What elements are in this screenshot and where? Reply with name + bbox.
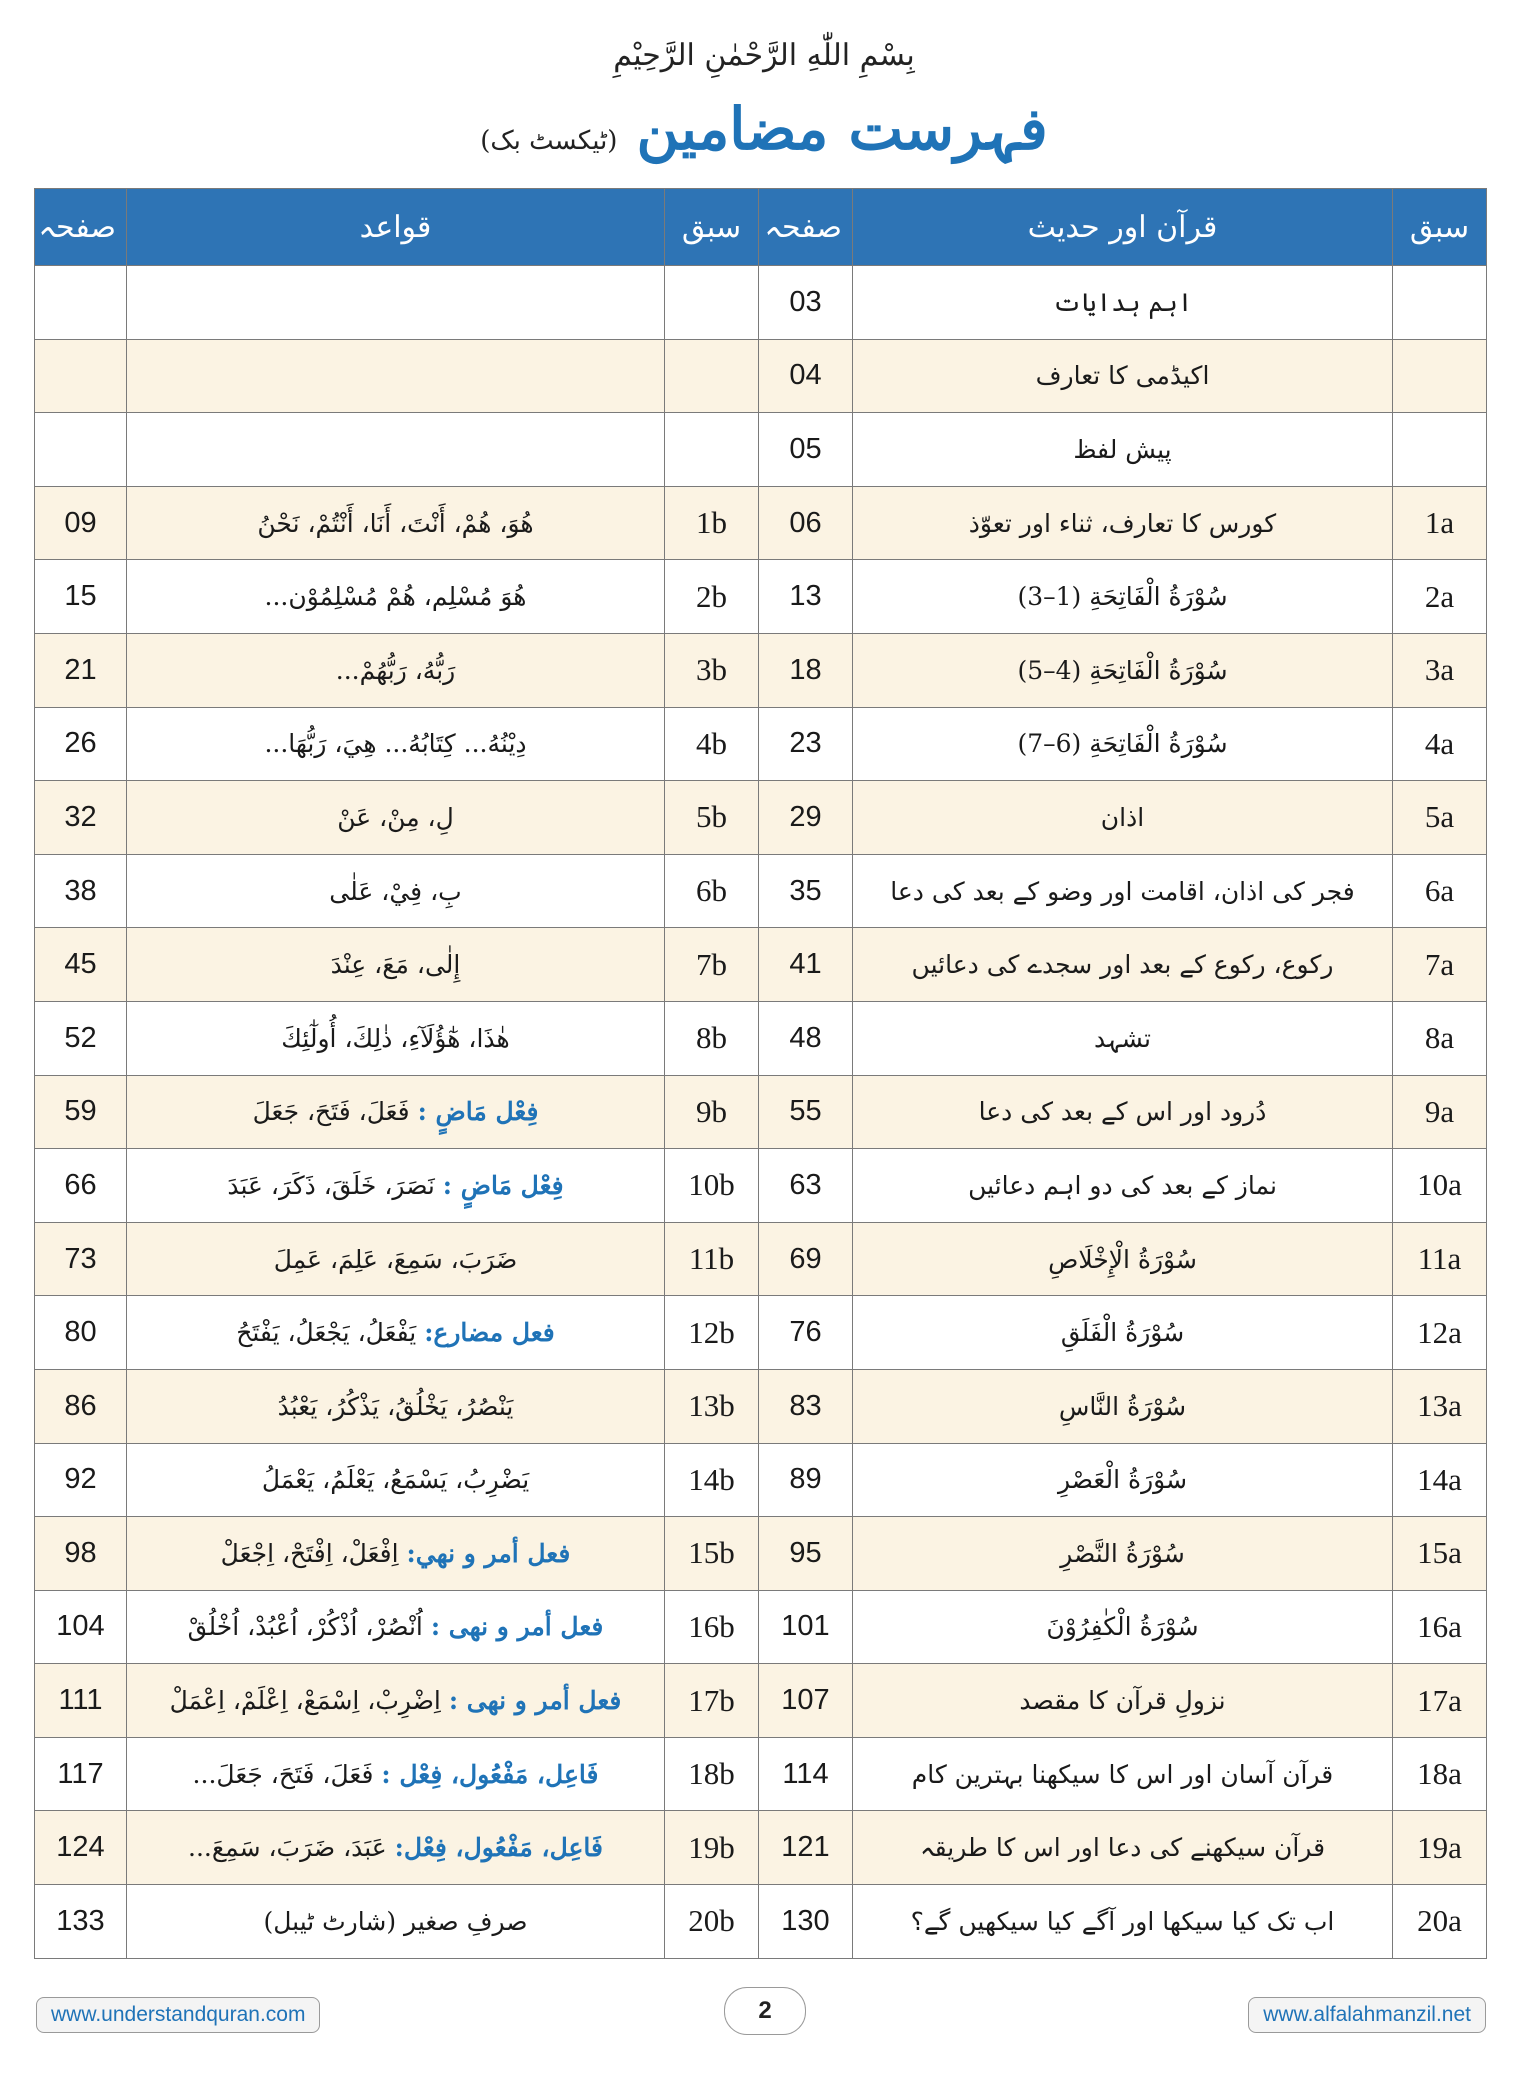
- quran-hadith-cell: سُوْرَةُ النَّاسِ: [853, 1369, 1393, 1443]
- grammar-text: يَضْرِبُ، يَسْمَعُ، يَعْلَمُ، يَعْمَلُ: [261, 1465, 530, 1495]
- quran-hadith-cell: سُوْرَةُ الْفَلَقِ: [853, 1296, 1393, 1370]
- grammar-cell: [127, 1885, 665, 1959]
- grammar-keyword: فعل مضارع:: [424, 1318, 555, 1348]
- grammar-text: اُنْصُرْ، اُذْكُرْ، اُعْبُدْ، اُخْلُقْ: [187, 1612, 423, 1642]
- table-header: [35, 189, 1487, 266]
- grammar-cell: [127, 1737, 665, 1811]
- grammar-cell: [127, 928, 665, 1002]
- lesson-b-cell: 4b: [665, 707, 759, 781]
- grammar-cell: [127, 781, 665, 855]
- lesson-a-cell: 10a: [1393, 1149, 1487, 1223]
- quran-hadith-cell: دُرود اور اس کے بعد کی دعا: [853, 1075, 1393, 1149]
- quran-hadith-cell: قرآن سیکھنے کی دعا اور اس کا طریقہ: [853, 1811, 1393, 1885]
- page-a-cell: 06: [759, 486, 853, 560]
- grammar-cell: [127, 413, 665, 487]
- lesson-b-cell: 13b: [665, 1369, 759, 1443]
- page-a-cell: 76: [759, 1296, 853, 1370]
- page-b-cell: 92: [35, 1443, 127, 1517]
- grammar-cell: [127, 1222, 665, 1296]
- lesson-a-cell: [1393, 266, 1487, 340]
- grammar-text: عَبَدَ، ضَرَبَ، سَمِعَ...: [188, 1833, 387, 1863]
- lesson-a-cell: 16a: [1393, 1590, 1487, 1664]
- page-b-cell: 26: [35, 707, 127, 781]
- title-block: [0, 95, 1528, 163]
- lesson-a-cell: 11a: [1393, 1222, 1487, 1296]
- page-a-cell: 13: [759, 560, 853, 634]
- page-a-cell: 55: [759, 1075, 853, 1149]
- quran-hadith-cell: سُوْرَةُ الْعَصْرِ: [853, 1443, 1393, 1517]
- quran-hadith-cell: سُوْرَةُ الْإِخْلَاصِ: [853, 1222, 1393, 1296]
- lesson-a-cell: 17a: [1393, 1664, 1487, 1738]
- page-subtitle: (ٹیکسٹ بک): [480, 126, 618, 156]
- grammar-text: اِضْرِبْ، اِسْمَعْ، اِعْلَمْ، اِعْمَلْ: [169, 1686, 441, 1716]
- lesson-a-cell: 2a: [1393, 560, 1487, 634]
- lesson-a-cell: 3a: [1393, 633, 1487, 707]
- table-row: [35, 1737, 1487, 1811]
- quran-hadith-cell: رکوع، رکوع کے بعد اور سجدے کی دعائیں: [853, 928, 1393, 1002]
- page-a-cell: 89: [759, 1443, 853, 1517]
- quran-hadith-cell: اذان: [853, 781, 1393, 855]
- lesson-a-cell: 9a: [1393, 1075, 1487, 1149]
- grammar-cell: [127, 1590, 665, 1664]
- lesson-b-cell: 17b: [665, 1664, 759, 1738]
- lesson-b-cell: 12b: [665, 1296, 759, 1370]
- quran-hadith-cell: سُوْرَةُ النَّصْرِ: [853, 1517, 1393, 1591]
- page-a-cell: 48: [759, 1001, 853, 1075]
- lesson-b-cell: 20b: [665, 1885, 759, 1959]
- lesson-b-cell: 5b: [665, 781, 759, 855]
- table-row: [35, 1517, 1487, 1591]
- page-b-cell: 59: [35, 1075, 127, 1149]
- table-row: [35, 1149, 1487, 1223]
- quran-hadith-cell: اکیڈمی کا تعارف: [853, 339, 1393, 413]
- lesson-b-cell: 15b: [665, 1517, 759, 1591]
- lesson-b-cell: 6b: [665, 854, 759, 928]
- grammar-text: هُوَ مُسْلِم، هُمْ مُسْلِمُوْن...: [264, 582, 527, 612]
- grammar-cell: [127, 1664, 665, 1738]
- grammar-cell: [127, 1443, 665, 1517]
- table-row: [35, 1369, 1487, 1443]
- grammar-text: يَفْعَلُ، يَجْعَلُ، يَفْتَحُ: [236, 1318, 417, 1348]
- page-a-cell: 05: [759, 413, 853, 487]
- table-row: [35, 1443, 1487, 1517]
- grammar-text: فَعَلَ، فَتَحَ، جَعَلَ...: [192, 1759, 374, 1789]
- lesson-b-cell: [665, 339, 759, 413]
- table-row: [35, 339, 1487, 413]
- page-b-cell: [35, 413, 127, 487]
- grammar-text: اِفْعَلْ، اِفْتَحْ، اِجْعَلْ: [220, 1538, 399, 1568]
- quran-hadith-cell: نماز کے بعد کی دو اہم دعائیں: [853, 1149, 1393, 1223]
- page-a-cell: 121: [759, 1811, 853, 1885]
- quran-hadith-cell: فجر کی اذان، اقامت اور وضو کے بعد کی دعا: [853, 854, 1393, 928]
- grammar-cell: [127, 339, 665, 413]
- page-a-cell: 95: [759, 1517, 853, 1591]
- page-b-cell: 15: [35, 560, 127, 634]
- header-page-b: صفحہ: [35, 189, 127, 266]
- page-b-cell: 111: [35, 1664, 127, 1738]
- quran-hadith-cell: کورس کا تعارف، ثناء اور تعوّذ: [853, 486, 1393, 560]
- quran-hadith-cell: سُوْرَةُ الْفَاتِحَةِ (1–3): [853, 560, 1393, 634]
- header-lesson-a: سبق: [1393, 189, 1487, 266]
- grammar-cell: [127, 1811, 665, 1885]
- grammar-cell: [127, 486, 665, 560]
- grammar-text: هٰذَا، هٰٓؤُلَآءِ، ذٰلِكَ، أُولٰٓئِكَ: [281, 1023, 510, 1053]
- lesson-a-cell: 18a: [1393, 1737, 1487, 1811]
- table-row: [35, 1885, 1487, 1959]
- lesson-a-cell: 13a: [1393, 1369, 1487, 1443]
- grammar-cell: [127, 1075, 665, 1149]
- lesson-b-cell: 9b: [665, 1075, 759, 1149]
- page-b-cell: 38: [35, 854, 127, 928]
- grammar-text: ضَرَبَ، سَمِعَ، عَلِمَ، عَمِلَ: [273, 1244, 518, 1274]
- page-b-cell: 73: [35, 1222, 127, 1296]
- lesson-b-cell: [665, 266, 759, 340]
- table-row: [35, 1664, 1487, 1738]
- table-row: [35, 781, 1487, 855]
- page-b-cell: 09: [35, 486, 127, 560]
- page-b-cell: [35, 266, 127, 340]
- page-a-cell: 04: [759, 339, 853, 413]
- grammar-cell: [127, 633, 665, 707]
- lesson-b-cell: 10b: [665, 1149, 759, 1223]
- lesson-a-cell: 20a: [1393, 1885, 1487, 1959]
- page-b-cell: 80: [35, 1296, 127, 1370]
- footer-link-alfalahmanzil[interactable]: www.alfalahmanzil.net: [1248, 1997, 1486, 2033]
- table-row: [35, 266, 1487, 340]
- lesson-b-cell: 16b: [665, 1590, 759, 1664]
- grammar-cell: [127, 1296, 665, 1370]
- page-b-cell: 21: [35, 633, 127, 707]
- footer-link-understandquran[interactable]: www.understandquran.com: [36, 1997, 320, 2033]
- lesson-a-cell: 8a: [1393, 1001, 1487, 1075]
- page-a-cell: 18: [759, 633, 853, 707]
- page-b-cell: 66: [35, 1149, 127, 1223]
- grammar-cell: [127, 1149, 665, 1223]
- contents-table: [34, 188, 1487, 1959]
- quran-hadith-cell: اہم ہدایات: [853, 266, 1393, 340]
- page-a-cell: 03: [759, 266, 853, 340]
- lesson-b-cell: 1b: [665, 486, 759, 560]
- grammar-text: صرفِ صغیر (شارٹ ٹیبل): [263, 1906, 528, 1936]
- table-row: [35, 486, 1487, 560]
- lesson-b-cell: 7b: [665, 928, 759, 1002]
- grammar-text: إِلٰى، مَعَ، عِنْدَ: [330, 950, 461, 980]
- grammar-keyword: فَاعِل، مَفْعُول، فِعْل :: [381, 1759, 599, 1789]
- grammar-text: فَعَلَ، فَتَحَ، جَعَلَ: [252, 1097, 410, 1127]
- page-a-cell: 83: [759, 1369, 853, 1443]
- page-a-cell: 101: [759, 1590, 853, 1664]
- table-row: [35, 1075, 1487, 1149]
- lesson-a-cell: 7a: [1393, 928, 1487, 1002]
- grammar-keyword: فعل أمر و نهى :: [430, 1612, 604, 1642]
- page-a-cell: 63: [759, 1149, 853, 1223]
- page-b-cell: 117: [35, 1737, 127, 1811]
- quran-hadith-cell: سُوْرَةُ الْفَاتِحَةِ (4–5): [853, 633, 1393, 707]
- header-page-a: صفحہ: [759, 189, 853, 266]
- lesson-a-cell: 19a: [1393, 1811, 1487, 1885]
- grammar-text: هُوَ، هُمْ، أَنْتَ، أَنَا، أَنْتُمْ، نَحْنُ: [257, 508, 534, 538]
- grammar-text: رَبُّهُ، رَبُّهُمْ...: [335, 655, 456, 685]
- table-row: [35, 560, 1487, 634]
- lesson-b-cell: 19b: [665, 1811, 759, 1885]
- quran-hadith-cell: پیش لفظ: [853, 413, 1393, 487]
- lesson-b-cell: [665, 413, 759, 487]
- lesson-b-cell: 18b: [665, 1737, 759, 1811]
- table-row: [35, 633, 1487, 707]
- quran-hadith-cell: سُوْرَةُ الْفَاتِحَةِ (6–7): [853, 707, 1393, 781]
- lesson-a-cell: [1393, 339, 1487, 413]
- page-a-cell: 29: [759, 781, 853, 855]
- grammar-keyword: فَاعِل، مَفْعُول، فِعْل:: [394, 1833, 603, 1863]
- lesson-a-cell: 1a: [1393, 486, 1487, 560]
- lesson-a-cell: 6a: [1393, 854, 1487, 928]
- grammar-keyword: فِعْل مَاضٍ :: [417, 1097, 539, 1127]
- page-b-cell: 52: [35, 1001, 127, 1075]
- lesson-b-cell: 3b: [665, 633, 759, 707]
- grammar-cell: [127, 707, 665, 781]
- quran-hadith-cell: اب تک کیا سیکھا اور آگے کیا سیکھیں گے؟: [853, 1885, 1393, 1959]
- grammar-cell: [127, 854, 665, 928]
- lesson-b-cell: 8b: [665, 1001, 759, 1075]
- page-b-cell: [35, 339, 127, 413]
- header-quran-hadith: قرآن اور حدیث: [853, 189, 1393, 266]
- table-row: [35, 1811, 1487, 1885]
- quran-hadith-cell: تشہد: [853, 1001, 1393, 1075]
- header-lesson-b: سبق: [665, 189, 759, 266]
- lesson-a-cell: [1393, 413, 1487, 487]
- table-row: [35, 1222, 1487, 1296]
- page-b-cell: 98: [35, 1517, 127, 1591]
- page-b-cell: 32: [35, 781, 127, 855]
- lesson-a-cell: 14a: [1393, 1443, 1487, 1517]
- page-a-cell: 41: [759, 928, 853, 1002]
- grammar-cell: [127, 1001, 665, 1075]
- header-grammar: قواعد: [127, 189, 665, 266]
- grammar-text: نَصَرَ، خَلَقَ، ذَكَرَ، عَبَدَ: [227, 1170, 435, 1200]
- page-a-cell: 35: [759, 854, 853, 928]
- grammar-cell: [127, 266, 665, 340]
- page-b-cell: 124: [35, 1811, 127, 1885]
- quran-hadith-cell: نزولِ قرآن کا مقصد: [853, 1664, 1393, 1738]
- grammar-text: بِ، فِيْ، عَلٰى: [329, 876, 462, 906]
- page-b-cell: 45: [35, 928, 127, 1002]
- grammar-cell: [127, 1517, 665, 1591]
- grammar-keyword: فعل أمر و نهي:: [406, 1538, 571, 1568]
- page-title: فہرست مضامین: [636, 95, 1048, 163]
- grammar-cell: [127, 1369, 665, 1443]
- grammar-cell: [127, 560, 665, 634]
- grammar-keyword: فعل أمر و نهى :: [448, 1686, 622, 1716]
- table-row: [35, 413, 1487, 487]
- table-row: [35, 1296, 1487, 1370]
- page-a-cell: 23: [759, 707, 853, 781]
- page-a-cell: 69: [759, 1222, 853, 1296]
- quran-hadith-cell: سُوْرَةُ الْكٰفِرُوْنَ: [853, 1590, 1393, 1664]
- grammar-text: دِيْنُهُ... كِتَابُهُ... هِيَ، رَبُّهَا...: [264, 729, 527, 759]
- lesson-a-cell: 15a: [1393, 1517, 1487, 1591]
- page-b-cell: 104: [35, 1590, 127, 1664]
- lesson-a-cell: 5a: [1393, 781, 1487, 855]
- quran-hadith-cell: قرآن آسان اور اس کا سیکھنا بہترین کام: [853, 1737, 1393, 1811]
- grammar-text: يَنْصُرُ، يَخْلُقُ، يَذْكُرُ، يَعْبُدُ: [277, 1391, 514, 1421]
- grammar-keyword: فِعْل مَاضٍ :: [442, 1170, 564, 1200]
- table-row: [35, 928, 1487, 1002]
- table-row: [35, 707, 1487, 781]
- lesson-b-cell: 14b: [665, 1443, 759, 1517]
- page-b-cell: 86: [35, 1369, 127, 1443]
- bismillah-heading: بِسْمِ اللّٰهِ الرَّحْمٰنِ الرَّحِيْمِ: [613, 38, 915, 73]
- grammar-text: لِ، مِنْ، عَنْ: [337, 802, 454, 832]
- lesson-a-cell: 12a: [1393, 1296, 1487, 1370]
- table-body: [35, 266, 1487, 1959]
- table-row: [35, 1590, 1487, 1664]
- page-a-cell: 107: [759, 1664, 853, 1738]
- page-number: 2: [724, 1987, 806, 2035]
- page-b-cell: 133: [35, 1885, 127, 1959]
- lesson-b-cell: 2b: [665, 560, 759, 634]
- lesson-a-cell: 4a: [1393, 707, 1487, 781]
- page-a-cell: 114: [759, 1737, 853, 1811]
- table-row: [35, 854, 1487, 928]
- table-row: [35, 1001, 1487, 1075]
- lesson-b-cell: 11b: [665, 1222, 759, 1296]
- page-a-cell: 130: [759, 1885, 853, 1959]
